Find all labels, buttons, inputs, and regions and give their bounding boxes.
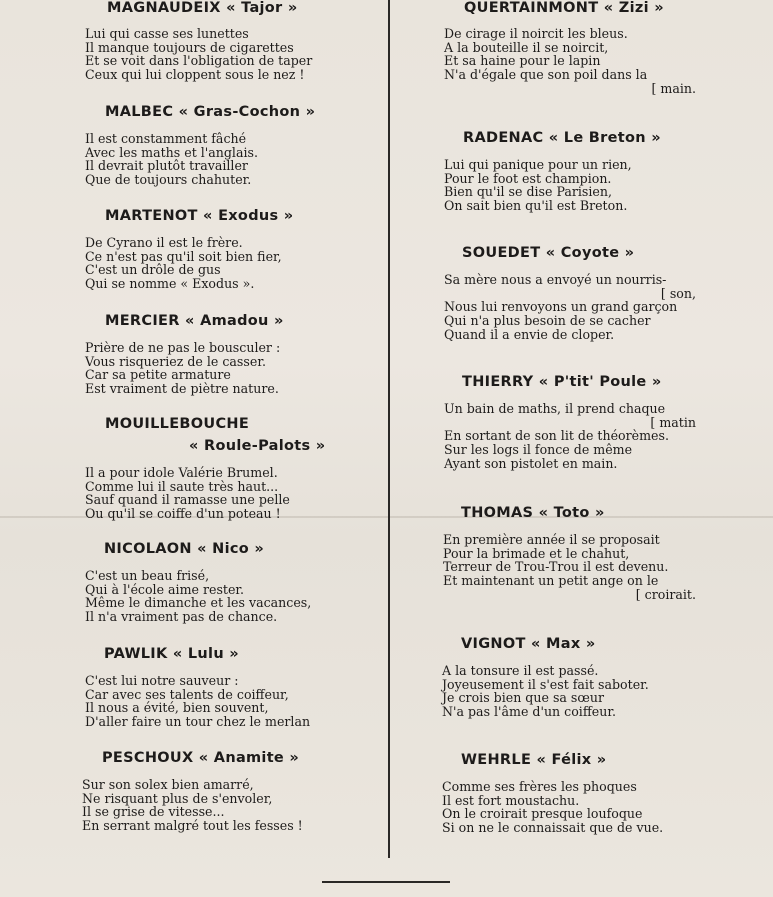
poem-verse — [85, 27, 312, 82]
poem-verse — [442, 664, 696, 719]
poem-entry — [85, 103, 315, 187]
verse-line: Ne risquant plus de s'envoler, — [82, 790, 273, 806]
poem-verse — [85, 341, 284, 396]
nickname-heading: VIGNOT « Max » — [461, 636, 596, 652]
poem-entry — [443, 504, 696, 602]
verse-line: Il n'a vraiment pas de chance. — [85, 609, 278, 625]
verse-line: De cirage il noircit les bleus. — [444, 26, 628, 41]
verse-line: En sortant de son lit de théorèmes. — [444, 428, 669, 444]
verse-line: Ceux qui lui cloppent sous le nez ! — [85, 67, 305, 83]
verse-line-continuation: [ croirait. — [635, 586, 696, 602]
verse-line: Il devrait plutôt travailler — [85, 158, 248, 174]
nickname-heading: PESCHOUX « Anamite » — [102, 750, 300, 766]
verse-line: A la tonsure il est passé. — [442, 663, 599, 678]
verse-line: Il se grise de vitesse... — [82, 804, 225, 820]
verse-line: Bien qu'il se dise Parisien, — [444, 184, 612, 200]
verse-line: Il est constamment fâché — [85, 131, 247, 146]
nickname-subheading: « Roule-Palots » — [189, 438, 326, 454]
poem-entry — [442, 751, 696, 835]
verse-line: Vous risqueriez de le casser. — [85, 353, 266, 369]
verse-line: Sa mère nous a envoyé un nourris- — [444, 272, 667, 287]
verse-line: Prière de ne pas le bousculer : — [85, 340, 281, 355]
poem-verse — [85, 569, 311, 624]
poem-entry — [82, 749, 303, 833]
nickname-heading: QUERTAINMONT « Zizi » — [464, 0, 664, 16]
verse-line: Nous lui renvoyons un grand garçon — [444, 299, 678, 315]
verse-line: Sauf quand il ramasse une pelle — [85, 492, 290, 508]
poem-verse — [85, 466, 325, 521]
verse-line-continuation: [ main. — [651, 80, 696, 96]
verse-line: A la bouteille il se noircit, — [444, 39, 609, 55]
poem-entry — [85, 540, 311, 624]
verse-line: On sait bien qu'il est Breton. — [444, 198, 628, 214]
verse-line: Si on ne le connaissait que de vue. — [442, 820, 664, 836]
verse-line: Qui à l'école aime rester. — [85, 581, 245, 597]
verse-line: Lui qui panique pour un rien, — [444, 157, 632, 172]
poem-verse — [444, 273, 696, 342]
verse-line: Avec les maths et l'anglais. — [85, 144, 258, 160]
poem-entry — [85, 415, 325, 521]
verse-line: N'a pas l'âme d'un coiffeur. — [442, 704, 616, 720]
poem-entry — [85, 0, 312, 82]
verse-line: N'a d'égale que son poil dans la — [444, 67, 648, 83]
verse-line: Pour le foot est champion. — [444, 170, 612, 186]
poem-entry — [85, 312, 284, 396]
verse-line: On le croirait presque loufoque — [442, 806, 643, 822]
poem-entry — [444, 373, 696, 471]
column-divider — [388, 0, 390, 858]
verse-line: Et sa haine pour le lapin — [444, 53, 601, 69]
verse-line: Comme ses frères les phoques — [442, 779, 637, 794]
poem-verse — [85, 236, 293, 291]
nickname-heading: RADENAC « Le Breton » — [463, 130, 661, 146]
poem-verse — [82, 778, 303, 833]
verse-line: Et se voit dans l'obligation de taper — [85, 53, 313, 69]
verse-line: Je crois bien que sa sœur — [442, 690, 604, 706]
verse-line: Joyeusement il s'est fait saboter. — [442, 676, 649, 692]
nickname-heading: MARTENOT « Exodus » — [105, 208, 294, 224]
verse-line: En serrant malgré tout les fesses ! — [82, 818, 303, 834]
nickname-heading: MALBEC « Gras-Cochon » — [105, 104, 316, 120]
verse-line: C'est lui notre sauveur : — [85, 673, 239, 688]
verse-line: Qui n'a plus besoin de se cacher — [444, 313, 651, 329]
poem-verse — [444, 27, 696, 96]
verse-line: Quand il a envie de cloper. — [444, 326, 615, 342]
nickname-heading: PAWLIK « Lulu » — [104, 646, 239, 662]
verse-line-continuation: [ son, — [660, 285, 696, 301]
verse-line: Comme lui il saute très haut... — [85, 478, 279, 494]
nickname-heading: MERCIER « Amadou » — [105, 313, 284, 329]
poem-verse — [85, 674, 310, 729]
verse-line: Car avec ses talents de coiffeur, — [85, 686, 289, 702]
verse-line: Un bain de maths, il prend chaque — [444, 401, 666, 416]
poem-verse — [85, 132, 315, 187]
poem-entry — [85, 207, 293, 291]
poem-entry — [444, 0, 696, 96]
verse-line: Il manque toujours de cigarettes — [85, 39, 294, 55]
nickname-heading: THOMAS « Toto » — [461, 505, 605, 521]
verse-line: Sur son solex bien amarré, — [82, 777, 254, 792]
verse-line: Car sa petite armature — [85, 367, 231, 383]
nickname-heading: WEHRLE « Félix » — [461, 752, 607, 768]
verse-line: Que de toujours chahuter. — [85, 172, 252, 188]
verse-line: Ayant son pistolet en main. — [444, 455, 618, 471]
poem-verse — [442, 780, 696, 835]
verse-line: C'est un beau frisé, — [85, 568, 210, 583]
nickname-heading: THIERRY « P'tit' Poule » — [462, 374, 662, 390]
poem-verse — [444, 402, 696, 471]
poem-verse — [444, 158, 696, 213]
verse-line: Terreur de Trou-Trou il est devenu. — [443, 559, 669, 575]
nickname-heading: NICOLAON « Nico » — [104, 541, 265, 557]
poem-entry — [444, 129, 696, 213]
verse-line: Il nous a évité, bien souvent, — [85, 700, 269, 716]
verse-line: C'est un drôle de gus — [85, 262, 221, 278]
verse-line: D'aller faire un tour chez le merlan — [85, 714, 311, 730]
nickname-heading: MOUILLEBOUCHE — [105, 416, 250, 432]
verse-line-continuation: [ matin — [650, 414, 696, 430]
verse-line: Il a pour idole Valérie Brumel. — [85, 465, 278, 480]
verse-line: Qui se nomme « Exodus ». — [85, 276, 255, 292]
nickname-heading: MAGNAUDEIX « Tajor » — [107, 0, 298, 16]
verse-line: De Cyrano il est le frère. — [85, 235, 243, 250]
nickname-heading: SOUEDET « Coyote » — [462, 245, 635, 261]
verse-line: Même le dimanche et les vacances, — [85, 595, 312, 611]
verse-line: Sur les logs il fonce de même — [444, 442, 633, 458]
verse-line: Ou qu'il se coiffe d'un poteau ! — [85, 506, 281, 522]
verse-line: Ce n'est pas qu'il soit bien fier, — [85, 248, 282, 264]
verse-line: Lui qui casse ses lunettes — [85, 26, 249, 41]
verse-line: Pour la brimade et le chahut, — [443, 545, 630, 561]
poem-entry — [442, 635, 696, 719]
verse-line: Et maintenant un petit ange on le — [443, 573, 659, 589]
verse-line: Il est fort moustachu. — [442, 792, 580, 808]
poem-verse — [443, 533, 696, 602]
verse-line: Est vraiment de piètre nature. — [85, 381, 279, 397]
verse-line: En première année il se proposait — [443, 532, 660, 547]
poem-entry — [444, 244, 696, 342]
bottom-rule — [322, 881, 450, 883]
poem-entry — [85, 645, 310, 729]
